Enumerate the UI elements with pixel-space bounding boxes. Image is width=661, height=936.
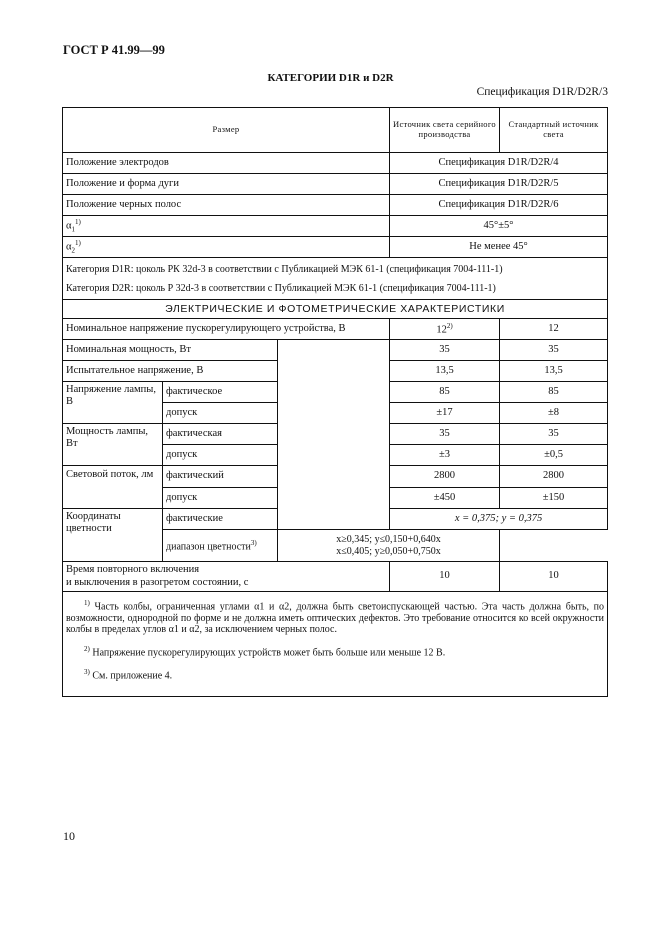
nominal-voltage-serial: 12$^{2)}$	[390, 319, 500, 340]
alpha1-value: 45°±5°	[390, 216, 608, 237]
luminous-flux-tol-standard: ±150	[500, 488, 608, 509]
nominal-power-label: Номинальная мощность, Вт	[63, 340, 278, 361]
lamp-power-actual-serial: 35	[390, 424, 500, 445]
table-row	[63, 174, 608, 195]
lamp-power-label: Мощность лампы, Вт	[63, 424, 163, 466]
table-row	[63, 153, 608, 174]
restart-time-serial: 10	[390, 562, 500, 592]
spec-table	[62, 107, 608, 697]
chromaticity-range-label: диапазон цветности$^{3)}$	[163, 530, 278, 562]
test-voltage-label: Испытательное напряжение, В	[63, 361, 278, 382]
luminous-flux-actual-label: фактический	[163, 466, 278, 488]
col-header-size: Размер	[63, 108, 390, 153]
section-title: ЭЛЕКТРИЧЕСКИЕ И ФОТОМЕТРИЧЕСКИЕ ХАРАКТЕРИСТИКИ	[63, 300, 608, 319]
row-value: Спецификация D1R/D2R/6	[390, 195, 608, 216]
lamp-voltage-actual-label: фактическое	[163, 382, 278, 403]
section-header-row	[63, 300, 608, 319]
nominal-voltage-label: Номинальное напряжение пускорегулирующего устройства, В	[63, 319, 390, 340]
row-value: Спецификация D1R/D2R/5	[390, 174, 608, 195]
luminous-flux-label: Световой поток, лм	[63, 466, 163, 509]
page-number: 10	[63, 829, 75, 843]
table-row	[63, 340, 608, 361]
chromaticity-actual-label: фактические	[163, 509, 278, 530]
footnotes-row	[63, 592, 608, 697]
lamp-power-tol-standard: ±0,5	[500, 445, 608, 466]
row-value: Спецификация D1R/D2R/4	[390, 153, 608, 174]
row-label: Положение и форма дуги	[63, 174, 390, 195]
lamp-voltage-actual-serial: 85	[390, 382, 500, 403]
footnote-3: $^{3)}$ См. приложение 4.	[84, 667, 173, 681]
category-text	[63, 258, 608, 300]
nominal-voltage-standard: 12	[500, 319, 608, 340]
chromaticity-actual-value: x = 0,375; y = 0,375	[390, 509, 608, 530]
footnotes	[63, 592, 608, 697]
spec-reference: Спецификация D1R/D2R/3	[476, 86, 608, 98]
chromaticity-label: Координаты цветности	[63, 509, 163, 562]
restart-time-label: Время повторного включения и выключения в разогретом состоянии, с	[63, 562, 390, 592]
lamp-power-tol-label: допуск	[163, 445, 278, 466]
category-d2r: Категория D2R: цоколь Р 32d-3 в соответствии с Публикацией МЭК 61-1 (спецификация 7004-111-1)	[66, 282, 496, 294]
col-header-serial: Источник света серийного производства	[390, 108, 500, 153]
table-row	[63, 195, 608, 216]
chromaticity-range-value: x≥0,345; y≤0,150+0,640x x≤0,405; y≥0,050+0,750x	[278, 530, 500, 562]
lamp-voltage-label: Напряжение лампы, В	[63, 382, 163, 424]
lamp-power-actual-standard: 35	[500, 424, 608, 445]
alpha2-value: Не менее 45°	[390, 237, 608, 258]
table-row	[63, 319, 608, 340]
lamp-power-actual-label: фактическая	[163, 424, 278, 445]
alpha1-label: $\alpha_1^{1)}$	[63, 216, 390, 237]
category-row	[63, 258, 608, 300]
col-header-standard: Стандартный источник света	[500, 108, 608, 153]
luminous-flux-tol-serial: ±450	[390, 488, 500, 509]
page-title: КАТЕГОРИИ D1R и D2R	[267, 72, 394, 84]
restart-time-standard: 10	[500, 562, 608, 592]
nominal-power-serial: 35	[390, 340, 500, 361]
lamp-voltage-actual-standard: 85	[500, 382, 608, 403]
empty-cell	[278, 340, 390, 530]
lamp-voltage-tol-serial: ±17	[390, 403, 500, 424]
nominal-power-standard: 35	[500, 340, 608, 361]
footnote-1: $^{1)}$ Часть колбы, ограниченная углами α1 и α2, должна быть светоиспускающей частью. Эта часть должна быть, по возможности, однородной по форме и не должна иметь оптических дефектов. Это требование относится ко всей окружности колбы в пределах углов α1 и α2, за исключением черных полос.	[66, 599, 605, 636]
lamp-voltage-tol-standard: ±8	[500, 403, 608, 424]
alpha2-label: $\alpha_2^{1)}$	[63, 237, 390, 258]
table-row-alpha2	[63, 237, 608, 258]
category-d1r: Категория D1R: цоколь РК 32d-3 в соответствии с Публикацией МЭК 61-1 (спецификация 7004-111-1)	[66, 263, 503, 275]
luminous-flux-actual-standard: 2800	[500, 466, 608, 488]
test-voltage-serial: 13,5	[390, 361, 500, 382]
document-id: ГОСТ Р 41.99—99	[63, 43, 165, 57]
luminous-flux-tol-label: допуск	[163, 488, 278, 509]
lamp-voltage-tol-label: допуск	[163, 403, 278, 424]
table-row	[63, 562, 608, 592]
luminous-flux-actual-serial: 2800	[390, 466, 500, 488]
footnote-2: $^{2)}$ Напряжение пускорегулирующих устройств может быть больше или меньше 12 В.	[84, 644, 446, 659]
row-label: Положение электродов	[63, 153, 390, 174]
table-row-alpha1	[63, 216, 608, 237]
lamp-power-tol-serial: ±3	[390, 445, 500, 466]
test-voltage-standard: 13,5	[500, 361, 608, 382]
table-header-row	[63, 108, 608, 153]
row-label: Положение черных полос	[63, 195, 390, 216]
